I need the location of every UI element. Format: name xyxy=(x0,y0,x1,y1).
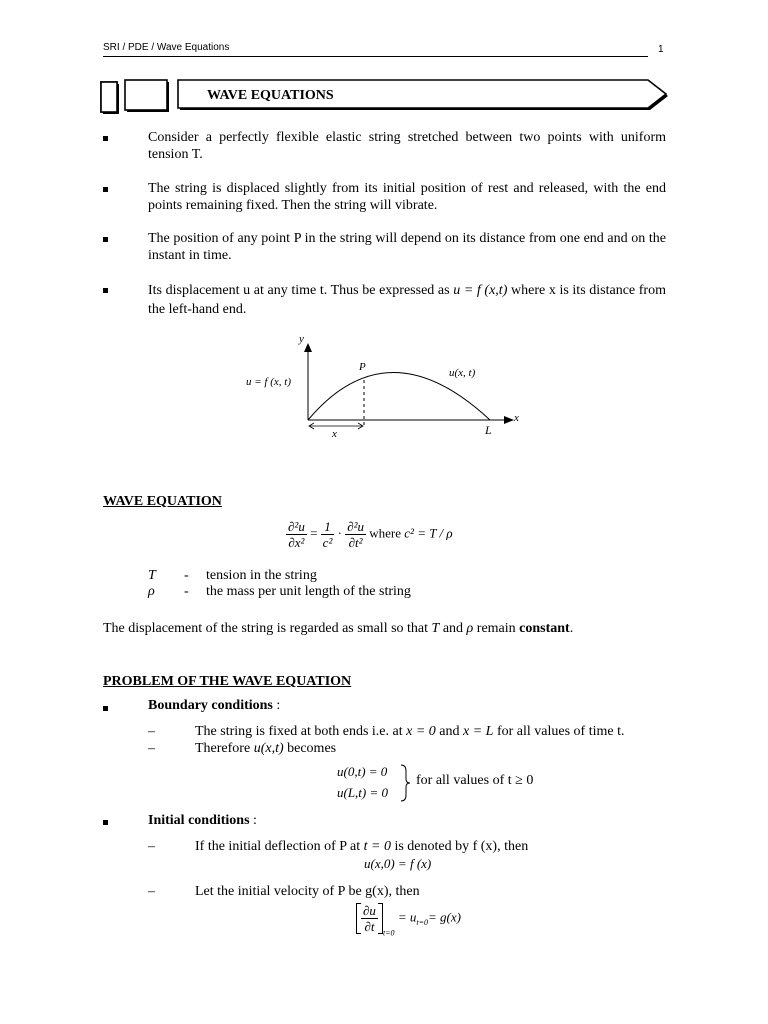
wave-equation-heading: WAVE EQUATION xyxy=(103,494,222,509)
t-zero: t = 0 xyxy=(363,839,391,854)
constant-word: constant xyxy=(519,621,570,636)
bullet-marker xyxy=(103,706,108,711)
string-diagram xyxy=(240,335,540,455)
boundary-line-1 xyxy=(195,724,625,740)
rho-symbol: ρ xyxy=(466,621,474,636)
statement-text: The displacement of the string is regarded as small so that xyxy=(103,621,432,636)
colon: : xyxy=(272,698,281,713)
definition-symbol: ρ xyxy=(148,584,155,599)
initial-conditions-title xyxy=(148,813,257,829)
i1-after: is denoted by f (x), then xyxy=(390,839,529,854)
initial-line-2: Let the initial velocity of P be g(x), then xyxy=(195,884,420,899)
displacement-text-1: Its displacement u at any time t. Thus be expressed as xyxy=(148,283,454,298)
bullet-marker xyxy=(103,136,108,141)
tension-symbol: T xyxy=(431,621,440,636)
curve-label: u(x, t) xyxy=(449,367,476,379)
t-zero-subscript: t=0 xyxy=(382,928,395,938)
point-p-label: P xyxy=(359,361,366,373)
denominator: c² xyxy=(322,535,333,550)
dash-marker: – xyxy=(148,839,155,854)
title-banner xyxy=(98,78,673,116)
right-brace xyxy=(399,763,411,803)
initial-line-1 xyxy=(195,839,528,855)
intro-bullet-text: Consider a perfectly flexible elastic string stretched between two points with uniform tension T. xyxy=(148,130,666,162)
running-header: SRI / PDE / Wave Equations xyxy=(103,42,230,53)
b1-after: for all values of time t. xyxy=(493,724,625,739)
banner-title: WAVE EQUATIONS xyxy=(207,88,334,103)
y-axis-label: y xyxy=(299,333,304,345)
intro-bullet-text: The string is displaced slightly from its initial position of rest and released, with the end points remaining fixed. Then the string will vibrate. xyxy=(148,181,666,213)
bullet-marker xyxy=(103,187,108,192)
function-label: u = f (x, t) xyxy=(246,376,291,388)
initial-velocity-formula xyxy=(356,903,461,937)
intro-bullet-text: The position of any point P in the string will depend on its distance from one end and on the instant in time. xyxy=(148,231,666,263)
displacement-text-2: where x is its distance from the left-hand end. xyxy=(148,283,666,317)
u-of-xt: u(x,t) xyxy=(253,741,284,756)
fraction xyxy=(321,519,335,550)
bc-range: for all values of t ≥ 0 xyxy=(416,773,534,788)
definition-text: tension in the string xyxy=(206,568,317,583)
length-label: L xyxy=(485,423,492,437)
header-rule xyxy=(103,56,648,57)
c-definition: c² = T / ρ xyxy=(404,525,453,541)
numerator: ∂u xyxy=(363,903,376,918)
initial-title: Initial conditions xyxy=(148,813,250,828)
denominator: ∂t² xyxy=(348,535,363,550)
bullet-marker xyxy=(103,820,108,825)
u-rhs: = u xyxy=(397,909,417,925)
dash-marker: – xyxy=(148,884,155,899)
boundary-title: Boundary conditions xyxy=(148,698,273,713)
numerator: ∂²u xyxy=(347,519,365,534)
definition-dash: - xyxy=(184,568,189,583)
displacement-formula: u = f (x,t) xyxy=(453,283,508,298)
wave-equation-formula: $\frac{\text{∂²u}}{\text{∂x²}}$ = $\frac{1}{\text{c²}}$ · $\frac{\text{∂²u}}{\text{∂t²}}$ where c² = T / ρ xyxy=(288,519,453,550)
definition-dash: - xyxy=(184,584,189,599)
dash-marker: – xyxy=(148,741,155,756)
bullet-marker xyxy=(103,288,108,293)
b2-after: becomes xyxy=(283,741,337,756)
denominator: ∂x² xyxy=(288,535,305,550)
initial-deflection-formula: u(x,0) = f (x) xyxy=(364,856,432,871)
i1-text: If the initial deflection of P at xyxy=(195,839,364,854)
dash-marker: – xyxy=(148,724,155,739)
definition-text: the mass per unit length of the string xyxy=(206,584,411,599)
page-number: 1 xyxy=(658,44,664,55)
x-span-label: x xyxy=(332,428,337,440)
b1-text: The string is fixed at both ends i.e. at xyxy=(195,724,407,739)
fraction xyxy=(345,519,366,550)
t-zero-subscript: t=0 xyxy=(416,918,428,928)
statement-and: and xyxy=(439,621,467,636)
statement-end: . xyxy=(569,621,574,636)
statement-remain: remain xyxy=(473,621,520,636)
x-zero: x = 0 xyxy=(406,724,436,739)
numerator: ∂²u xyxy=(288,519,305,534)
x-axis-label: x xyxy=(514,412,519,424)
colon: : xyxy=(249,813,257,828)
g-of-x: = g(x) xyxy=(427,909,461,925)
denominator: ∂t xyxy=(364,919,375,934)
fraction xyxy=(286,519,307,550)
b1-and: and xyxy=(435,724,464,739)
x-length: x = L xyxy=(463,724,494,739)
boundary-conditions-title xyxy=(148,698,280,714)
definition-symbol: T xyxy=(148,568,156,583)
bc-equation-1: u(0,t) = 0 xyxy=(337,764,388,779)
bullet-marker xyxy=(103,237,108,242)
problem-heading: PROBLEM OF THE WAVE EQUATION xyxy=(103,674,352,689)
fraction xyxy=(361,903,378,934)
constant-statement xyxy=(103,621,573,637)
b2-text: Therefore xyxy=(195,741,254,756)
numerator: 1 xyxy=(321,519,335,535)
where-text: where xyxy=(369,525,402,541)
boundary-line-2 xyxy=(195,741,336,757)
bc-equation-2: u(L,t) = 0 xyxy=(337,785,389,800)
displacement-bullet xyxy=(148,281,666,319)
